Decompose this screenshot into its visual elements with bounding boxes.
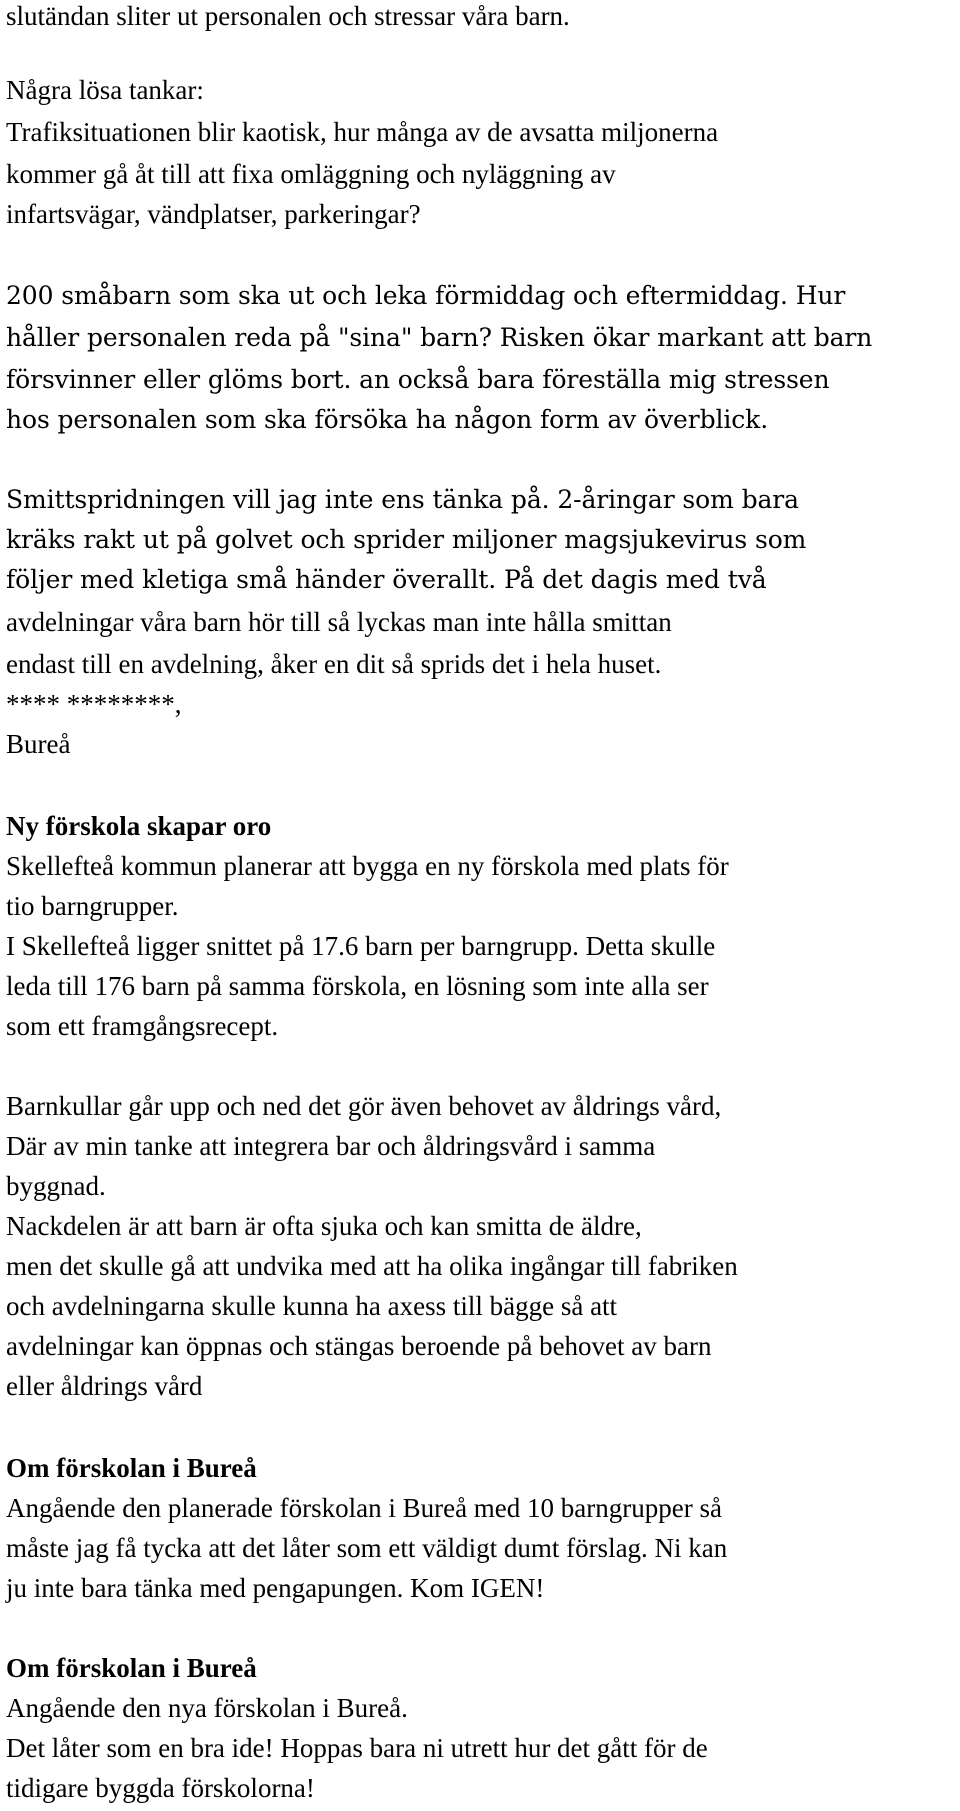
- text-line: Det låter som en bra ide! Hoppas bara ni utrett hur det gått för de: [6, 1733, 708, 1763]
- section-heading: Om förskolan i Bureå: [6, 1453, 257, 1483]
- text-line: Skellefteå kommun planerar att bygga en ny förskola med plats för: [6, 851, 729, 881]
- text-line: Trafiksituationen blir kaotisk, hur många av de avsatta miljonerna: [6, 117, 719, 147]
- text-line: ju inte bara tänka med pengapungen. Kom IGEN!: [6, 1573, 545, 1603]
- text-line: endast till en avdelning, åker en dit så sprids det i hela huset.: [6, 649, 662, 679]
- text-line: kommer gå åt till att fixa omläggning och nyläggning av: [6, 159, 616, 189]
- text-line: kräks rakt ut på golvet och sprider miljoner magsjukevirus som: [6, 525, 807, 554]
- text-line: måste jag få tycka att det låter som ett väldigt dumt förslag. Ni kan: [6, 1533, 728, 1563]
- text-line: leda till 176 barn på samma förskola, en lösning som inte alla ser: [6, 971, 709, 1001]
- text-line: Smittspridningen vill jag inte ens tänka på. 2-åringar som bara: [6, 485, 799, 514]
- text-line: avdelningar kan öppnas och stängas beroende på behovet av barn: [6, 1331, 712, 1361]
- text-line: som ett framgångsrecept.: [6, 1011, 279, 1041]
- text-line: håller personalen reda på "sina" barn? Risken ökar markant att barn: [6, 323, 873, 352]
- section-heading: Om förskolan i Bureå: [6, 1653, 257, 1683]
- text-line: byggnad.: [6, 1171, 106, 1201]
- text-line: följer med kletiga små händer överallt. På det dagis med två: [6, 565, 767, 594]
- text-line: Barnkullar går upp och ned det gör även behovet av åldrings vård,: [6, 1091, 722, 1121]
- section-heading: Ny förskola skapar oro: [6, 811, 272, 841]
- text-line: men det skulle gå att undvika med att ha olika ingångar till fabriken: [6, 1251, 738, 1281]
- text-line: Några lösa tankar:: [6, 75, 204, 105]
- text-line: försvinner eller glöms bort. an också bara föreställa mig stressen: [6, 365, 830, 394]
- location-line: Bureå: [6, 729, 71, 759]
- text-line: Nackdelen är att barn är ofta sjuka och kan smitta de äldre,: [6, 1211, 642, 1241]
- text-line: hos personalen som ska försöka ha någon form av överblick.: [6, 405, 769, 434]
- text-line: Angående den nya förskolan i Bureå.: [6, 1693, 408, 1723]
- text-line: slutändan sliter ut personalen och stressar våra barn.: [6, 1, 570, 31]
- text-line: 200 småbarn som ska ut och leka förmiddag och eftermiddag. Hur: [6, 281, 846, 310]
- text-line: Där av min tanke att integrera bar och åldringsvård i samma: [6, 1131, 656, 1161]
- author-line: **** ********,: [6, 689, 182, 719]
- text-line: avdelningar våra barn hör till så lyckas man inte hålla smittan: [6, 607, 672, 637]
- text-line: eller åldrings vård: [6, 1371, 203, 1401]
- text-line: Angående den planerade förskolan i Bureå med 10 barngrupper så: [6, 1493, 722, 1523]
- text-line: tidigare byggda förskolorna!: [6, 1773, 315, 1803]
- text-line: och avdelningarna skulle kunna ha axess till bägge så att: [6, 1291, 618, 1321]
- text-line: tio barngrupper.: [6, 891, 179, 921]
- text-line: I Skellefteå ligger snittet på 17.6 barn per barngrupp. Detta skulle: [6, 931, 716, 961]
- text-line: infartsvägar, vändplatser, parkeringar?: [6, 199, 421, 229]
